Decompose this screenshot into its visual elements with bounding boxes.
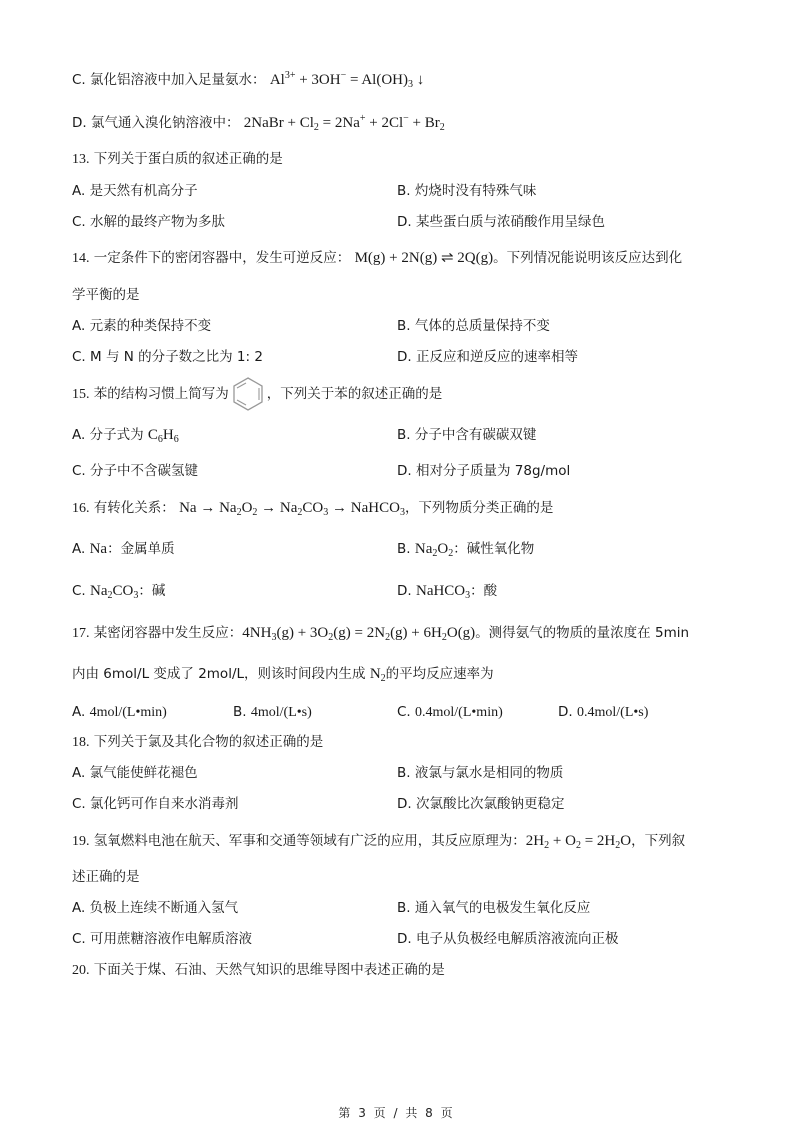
q14-option-a <box>72 316 211 336</box>
formula: $Na_2CO_3$ <box>90 583 139 601</box>
question-text: 。测得氨气的物质的量浓度在 5min <box>475 625 690 641</box>
option-label: D. <box>397 214 412 230</box>
option-label: B. <box>397 541 411 557</box>
q19-option-d <box>397 929 618 949</box>
q13-option-c <box>72 212 225 232</box>
question-text: 某密闭容器中发生反应： <box>93 625 243 641</box>
option-label: B. <box>397 427 411 443</box>
q16-option-b <box>397 539 534 559</box>
option-label: C. <box>72 796 86 812</box>
formula: Na <box>89 541 108 557</box>
q15-option-c <box>72 461 198 481</box>
option-label: C. <box>72 583 86 599</box>
question-text: 氢氧燃料电池在航天、军事和交通等领域有广泛的应用，其反应原理为： <box>93 833 526 849</box>
option-label: D. <box>397 349 412 365</box>
option-text: 氯气通入溴化钠溶液中： <box>90 115 240 131</box>
question-text: 下列关于氯及其化合物的叙述正确的是 <box>93 734 324 750</box>
option-text: 分子中不含碳氢键 <box>90 463 199 479</box>
q13-stem <box>72 149 283 169</box>
q19-stem <box>72 831 685 851</box>
benzene-ring-icon <box>231 376 265 412</box>
q17-option-c <box>397 702 503 722</box>
q16-stem <box>72 498 553 518</box>
q13-option-d <box>397 212 605 232</box>
option-text: 可用蔗糖溶液作电解质溶液 <box>90 931 253 947</box>
option-label: C. <box>72 463 86 479</box>
q12-option-c <box>72 70 424 90</box>
option-text: ：碱性氧化物 <box>453 541 535 557</box>
option-label: A. <box>72 900 86 916</box>
question-text: 述正确的是 <box>72 869 140 885</box>
question-text: ，下列关于苯的叙述正确的是 <box>266 386 443 402</box>
option-label: A. <box>72 765 86 781</box>
option-label: C. <box>72 72 86 88</box>
option-text: M 与 N 的分子数之比为 1: 2 <box>90 349 263 365</box>
option-text: 相对分子质量为 78g/mol <box>415 463 571 479</box>
option-text: 0.4mol/(L•min) <box>415 705 503 720</box>
option-label: C. <box>72 214 86 230</box>
option-text: 通入氧气的电极发生氧化反应 <box>414 900 591 916</box>
q18-option-a <box>72 763 198 783</box>
question-text: 内由 6mol/L 变成了 2mol/L，则该时间段内生成 <box>72 666 366 682</box>
option-text: 4mol/(L•s) <box>250 705 312 720</box>
question-text: 有转化关系： <box>93 500 175 516</box>
option-label: A. <box>72 704 86 720</box>
option-label: D. <box>397 931 412 947</box>
q17-stem <box>72 623 689 643</box>
q17-option-a <box>72 702 167 722</box>
option-text: 0.4mol/(L•s) <box>576 705 649 720</box>
option-text: 氯化钙可作自来水消毒剂 <box>90 796 239 812</box>
option-label: A. <box>72 183 86 199</box>
option-text: 次氯酸比次氯酸钠更稳定 <box>415 796 565 812</box>
option-text: 负极上连续不断通入氢气 <box>89 900 239 916</box>
option-text: 分子中含有碳碳双键 <box>414 427 537 443</box>
option-label: A. <box>72 541 86 557</box>
option-label: C. <box>397 704 411 720</box>
equation: $4NH_3(g) + 3O_2(g) = 2N_2(g) + 6H_2O(g)$ <box>242 625 476 643</box>
q19-option-b <box>397 898 590 918</box>
option-text: 某些蛋白质与浓硝酸作用呈绿色 <box>415 214 605 230</box>
q14-option-b <box>397 316 550 336</box>
q20-stem <box>72 960 445 980</box>
option-text: 水解的最终产物为多肽 <box>90 214 226 230</box>
option-text: 氯气能使鲜花褪色 <box>89 765 198 781</box>
q13-option-b <box>397 181 536 201</box>
option-label: B. <box>397 318 411 334</box>
question-text: 一定条件下的密闭容器中，发生可逆反应： <box>93 250 351 266</box>
question-text: 的平均反应速率为 <box>385 666 494 682</box>
option-text: 电子从负极经电解质溶液流向正极 <box>415 931 619 947</box>
option-text: 分子式为 <box>89 427 144 443</box>
option-label: A. <box>72 318 86 334</box>
option-text: 氯化铝溶液中加入足量氨水： <box>90 72 266 88</box>
option-label: B. <box>397 765 411 781</box>
option-label: B. <box>397 900 411 916</box>
question-text: ，下列物质分类正确的是 <box>404 500 554 516</box>
question-text: 学平衡的是 <box>72 287 140 303</box>
question-number: 15. <box>72 387 90 402</box>
q15-option-b <box>397 425 536 445</box>
q12-option-d <box>72 113 445 133</box>
q14-stem <box>72 248 682 268</box>
question-text: 苯的结构习惯上简写为 <box>93 386 229 402</box>
option-text: 液氯与氯水是相同的物质 <box>414 765 564 781</box>
question-number: 19. <box>72 834 90 849</box>
q16-option-a <box>72 539 175 559</box>
q17-stem-line2 <box>72 664 494 684</box>
option-label: C. <box>72 349 86 365</box>
q14-stem-line2 <box>72 285 140 305</box>
equation: M(g) + 2N(g) ⇌ 2Q(g) <box>354 250 494 266</box>
option-text: 是天然有机高分子 <box>89 183 198 199</box>
option-text: ：酸 <box>470 583 498 599</box>
option-text: ：金属单质 <box>107 541 175 557</box>
q17-option-d <box>558 702 648 722</box>
option-text: ：碱 <box>138 583 166 599</box>
equation: 2NaBr + $Cl_2 = 2Na^+ + 2Cl^- + Br_2$ <box>243 113 445 133</box>
question-number: 13. <box>72 152 90 167</box>
q17-option-b <box>233 702 312 722</box>
q18-stem <box>72 732 323 752</box>
option-text: 元素的种类保持不变 <box>89 318 212 334</box>
question-number: 18. <box>72 735 90 750</box>
q19-option-c <box>72 929 252 949</box>
q15-stem <box>72 376 442 412</box>
question-text: 。下列情况能说明该反应达到化 <box>493 250 683 266</box>
formula: NaHCO$_3$ <box>415 583 471 601</box>
equation: $2H_2 + O_2 = 2H_2O$ <box>525 833 632 851</box>
option-label: D. <box>72 115 87 131</box>
q15-option-a <box>72 425 179 445</box>
formula: $N_2$ <box>369 666 386 684</box>
q16-option-c <box>72 581 165 601</box>
option-label: D. <box>558 704 573 720</box>
q14-option-c <box>72 347 263 367</box>
question-number: 17. <box>72 626 90 641</box>
option-text: 4mol/(L•min) <box>89 705 167 720</box>
option-text: 灼烧时没有特殊气味 <box>414 183 537 199</box>
option-label: D. <box>397 463 412 479</box>
q13-option-a <box>72 181 198 201</box>
question-number: 14. <box>72 251 90 266</box>
q18-option-c <box>72 794 239 814</box>
question-text: ，下列叙 <box>631 833 686 849</box>
question-text: 下面关于煤、石油、天然气知识的思维导图中表述正确的是 <box>93 962 445 978</box>
option-label: C. <box>72 931 86 947</box>
page-footer: 第 3 页 / 共 8 页 <box>338 1106 455 1120</box>
q18-option-d <box>397 794 564 814</box>
q15-option-d <box>397 461 570 481</box>
option-label: A. <box>72 427 86 443</box>
q16-option-d <box>397 581 497 601</box>
formula: $Na_2O_2$ <box>414 541 454 559</box>
option-label: D. <box>397 583 412 599</box>
q19-option-a <box>72 898 238 918</box>
q14-option-d <box>397 347 578 367</box>
option-label: B. <box>397 183 411 199</box>
option-label: D. <box>397 796 412 812</box>
q18-option-b <box>397 763 563 783</box>
option-text: 正反应和逆反应的速率相等 <box>415 349 578 365</box>
equation: $Al^{3+} + 3OH^- = Al(OH)_3$ ↓ <box>269 70 425 90</box>
question-number: 20. <box>72 963 90 978</box>
option-label: B. <box>233 704 247 720</box>
question-number: 16. <box>72 501 90 516</box>
option-text: 气体的总质量保持不变 <box>414 318 550 334</box>
equation: $Na \to Na_2O_2 \to Na_2CO_3$ → NaHCO$_3$ <box>179 500 405 518</box>
formula: $C_6H_6$ <box>147 427 179 445</box>
question-text: 下列关于蛋白质的叙述正确的是 <box>93 151 283 167</box>
q19-stem-line2 <box>72 867 140 887</box>
